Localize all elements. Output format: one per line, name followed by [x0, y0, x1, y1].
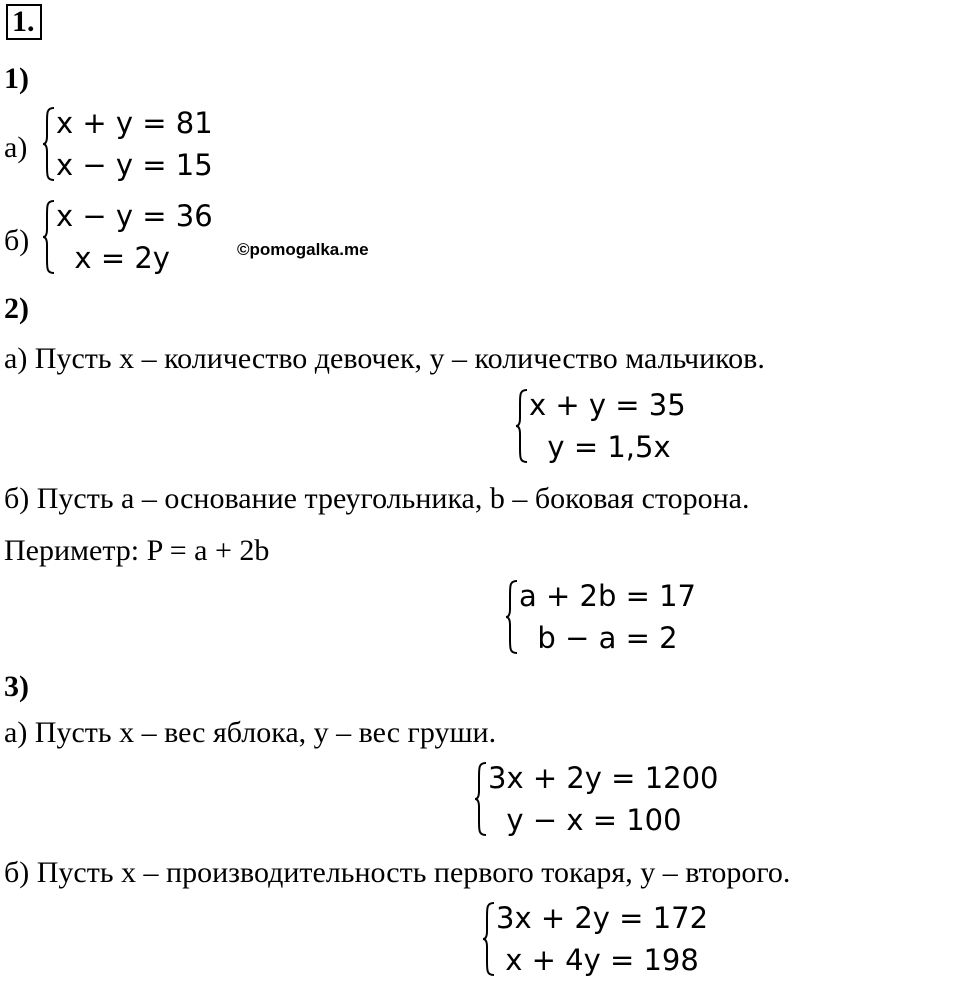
left-brace-icon: [42, 104, 56, 184]
equation-line: b − a = 2: [519, 621, 678, 655]
left-brace-icon: [515, 386, 529, 466]
equation-line: x + 4y = 198: [496, 943, 699, 977]
equation-line: x = 2y: [56, 241, 170, 275]
part-1b-system: [42, 197, 242, 277]
part-2a-text: а) Пусть x – количество девочек, y – количество мальчиков.: [4, 342, 765, 375]
left-brace-icon: [474, 759, 488, 839]
part-3b-text: б) Пусть x – производительность первого токаря, y – второго.: [4, 856, 791, 889]
left-brace-icon: [482, 899, 496, 979]
part-3a-system: [474, 759, 774, 839]
part-1b-label: б): [4, 224, 30, 257]
equation-line: 3x + 2y = 172: [496, 901, 709, 935]
equation-line: x + y = 81: [56, 106, 213, 140]
part-1a-label: а): [4, 131, 28, 164]
part-2b-system: [505, 577, 735, 657]
part-1-heading: 1): [4, 62, 29, 95]
equation-line: a + 2b = 17: [519, 579, 697, 613]
part-3b-system: [482, 899, 782, 979]
part-3-heading: 3): [4, 670, 29, 703]
part-2a-system: [515, 386, 735, 466]
equation-line: 3x + 2y = 1200: [488, 761, 719, 795]
left-brace-icon: [505, 577, 519, 657]
equation-line: x − y = 15: [56, 148, 213, 182]
equation-line: x − y = 36: [56, 199, 213, 233]
equation-line: x + y = 35: [529, 388, 686, 422]
part-1a-system: [42, 104, 242, 184]
left-brace-icon: [42, 197, 56, 277]
part-2b-text: б) Пусть a – основание треугольника, b – боковая сторона.: [4, 482, 750, 515]
equation-line: y = 1,5x: [529, 430, 671, 464]
equation-line: y − x = 100: [488, 803, 682, 837]
task-number: 1.: [6, 4, 42, 40]
watermark: ©pomogalka.me: [237, 240, 369, 259]
perimeter-text: Периметр: P = a + 2b: [4, 534, 270, 567]
part-2-heading: 2): [4, 292, 29, 325]
part-3a-text: а) Пусть x – вес яблока, y – вес груши.: [4, 716, 497, 749]
